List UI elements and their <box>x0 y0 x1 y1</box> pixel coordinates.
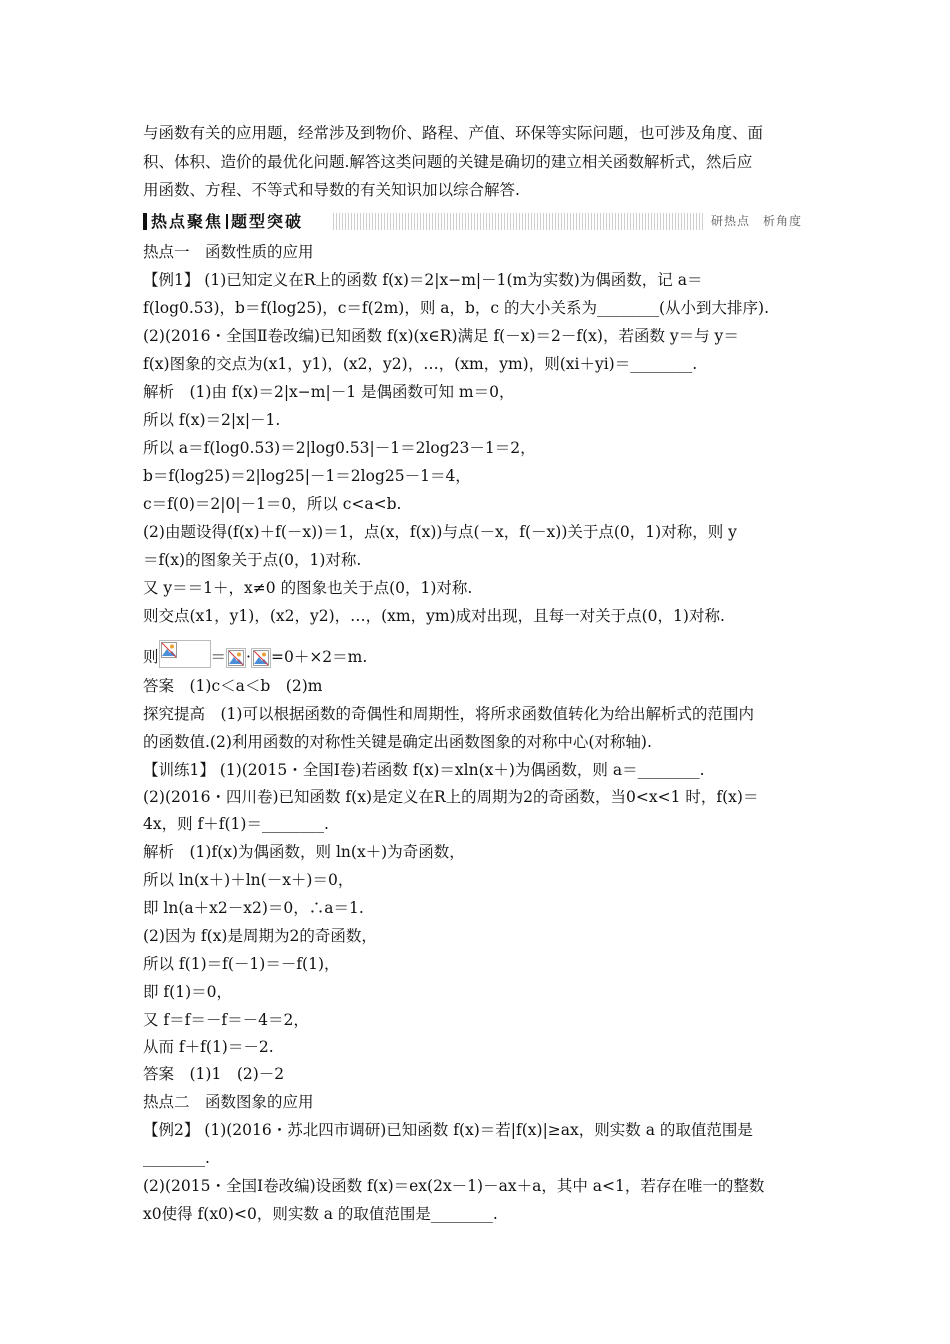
intro-line: 积、体积、造价的最优化问题.解答这类问题的关键是确切的建立相关函数解析式，然后应 <box>143 153 753 171</box>
text-line: 解析 (1)由 f(x)＝2|x−m|－1 是偶函数可知 m＝0， <box>143 383 515 401</box>
formula-mid: · <box>246 648 251 666</box>
banner-title <box>143 211 307 232</box>
text-line: (2)(2016・四川卷)已知函数 f(x)是定义在R上的周期为2的奇函数，当0<x<1 时，f(x)＝ <box>143 788 759 806</box>
intro-line: 与函数有关的应用题，经常涉及到物价、路程、产值、环保等实际问题，也可涉及角度、面 <box>143 124 764 142</box>
banner-separator <box>226 214 228 229</box>
formula-line <box>143 640 367 668</box>
formula-prefix: 则 <box>143 648 159 666</box>
banner-bar <box>143 213 147 230</box>
text-line: (2)由题设得(f(x)＋f(－x))＝1，点(x，f(x))与点(－x，f(－x))关于点(0，1)对称，则 y <box>143 523 737 541</box>
text-line: (2)因为 f(x)是周期为2的奇函数， <box>143 927 377 945</box>
text-line: 热点一 函数性质的应用 <box>143 243 314 261</box>
text-line: 探究提高 (1)可以根据函数的奇偶性和周期性，将所求函数值转化为给出解析式的范围内 <box>143 705 754 723</box>
text-line: 的函数值.(2)利用函数的对称性关键是确定出函数图象的对称中心(对称轴). <box>143 733 652 751</box>
text-line: 4x，则 f＋f(1)＝________. <box>143 815 329 833</box>
section-banner <box>143 211 808 232</box>
formula-eq: ＝ <box>210 648 227 666</box>
text-line: 所以 f(1)＝f(－1)＝－f(1)， <box>143 955 340 973</box>
text-line: 又 f＝f＝－f＝－4＝2， <box>143 1011 309 1029</box>
text-line: 【例2】 (1)(2016・苏北四市调研)已知函数 f(x)＝若|f(x)|≥ax，则实数 a 的取值范围是 <box>143 1121 753 1139</box>
text-line: 即 ln(a＋x2－x2)＝0，∴a＝1. <box>143 899 364 917</box>
text-line: f(x)图象的交点为(x1，y1)，(x2，y2)，…，(xm，ym)，则(xi＋yi)＝________. <box>143 355 698 373</box>
broken-image-icon <box>251 648 271 668</box>
text-line: 解析 (1)f(x)为偶函数，则 ln(x＋)为奇函数， <box>143 843 465 861</box>
banner-title-b: 题型突破 <box>231 212 304 231</box>
text-line: 从而 f＋f(1)＝－2. <box>143 1038 274 1056</box>
intro-line: 用函数、方程、不等式和导数的有关知识加以综合解答. <box>143 181 520 199</box>
text-line: b＝f(log25)＝2|log25|－1＝2log25－1＝4， <box>143 467 471 485</box>
text-line: f(log0.53)，b＝f(log25)，c＝f(2m)，则 a，b，c 的大小关系为________(从小到大排序). <box>143 299 770 317</box>
text-line: 所以 f(x)＝2|x|－1. <box>143 411 281 429</box>
broken-image-icon <box>226 648 246 668</box>
broken-image-icon <box>159 640 211 668</box>
text-line: (2)(2016・全国Ⅱ卷改编)已知函数 f(x)(x∈R)满足 f(－x)＝2－f(x)，若函数 y＝与 y＝ <box>143 327 739 345</box>
text-line: 热点二 函数图象的应用 <box>143 1093 314 1111</box>
text-line: 所以 a＝f(log0.53)＝2|log0.53|－1＝2log23－1＝2， <box>143 439 536 457</box>
text-line: 答案 (1)c＜a＜b (2)m <box>143 677 323 695</box>
banner-title-a: 热点聚焦 <box>151 212 224 231</box>
text-line: 即 f(1)＝0， <box>143 983 232 1001</box>
text-line: c＝f(0)＝2|0|－1＝0，所以 c<a<b. <box>143 495 402 513</box>
text-line: (2)(2015・全国Ⅰ卷改编)设函数 f(x)＝ex(2x－1)－ax＋a，其中 a<1，若存在唯一的整数 <box>143 1177 765 1195</box>
banner-subtitle: 研热点 析角度 <box>705 213 808 230</box>
text-line: 所以 ln(x＋)＋ln(－x＋)＝0， <box>143 871 354 889</box>
text-line: 答案 (1)1 (2)－2 <box>143 1065 285 1083</box>
text-line: 【例1】 (1)已知定义在R上的函数 f(x)＝2|x−m|－1(m为实数)为偶函数，记 a＝ <box>143 271 703 289</box>
text-line: 则交点(x1，y1)，(x2，y2)，…，(xm，ym)成对出现，且每一对关于点(0，1)对称. <box>143 607 725 625</box>
formula-suffix: =0＋×2＝m. <box>270 648 368 666</box>
text-line: 又 y＝＝1＋，x≠0 的图象也关于点(0，1)对称. <box>143 579 473 597</box>
text-line: 【训练1】 (1)(2015・全国Ⅰ卷)若函数 f(x)＝xln(x＋)为偶函数，则 a＝________. <box>143 761 705 779</box>
text-line: ________. <box>143 1149 210 1167</box>
text-line: ＝f(x)的图象关于点(0，1)对称. <box>143 551 362 569</box>
text-line: x0使得 f(x0)<0，则实数 a 的取值范围是________. <box>143 1205 498 1223</box>
